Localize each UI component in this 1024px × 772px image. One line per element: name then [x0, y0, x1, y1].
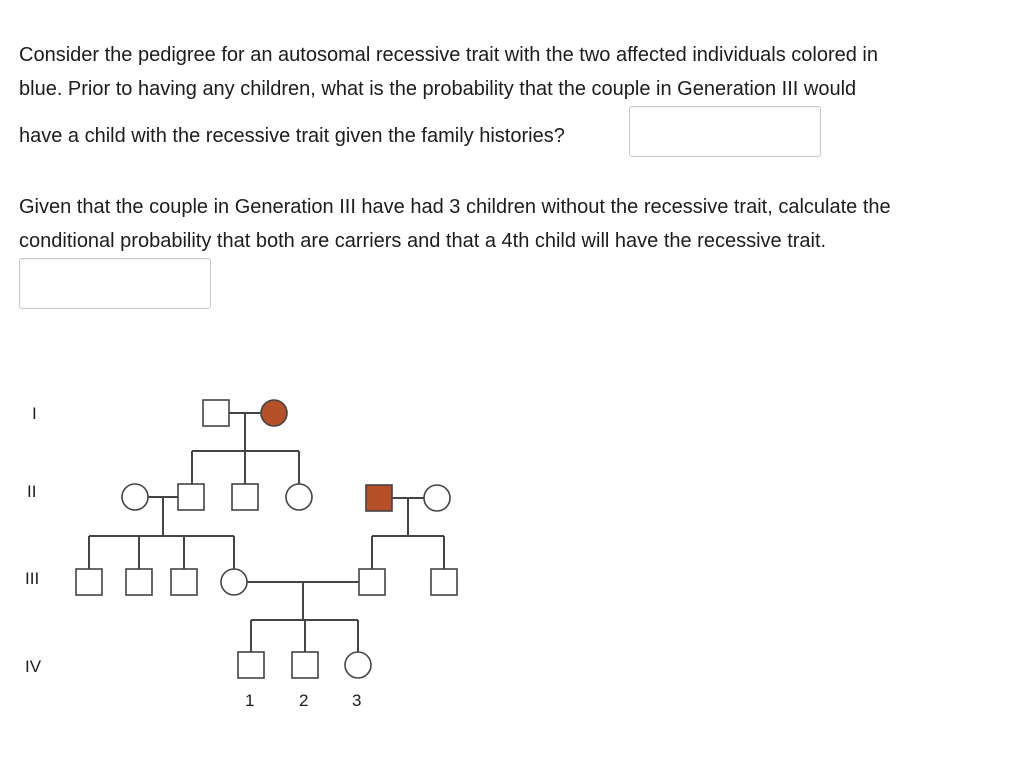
- generation-label-I: I: [32, 404, 37, 423]
- question-2-text-line-1: Given that the couple in Generation III have had 3 children without the recessive trait, calculate the: [19, 196, 891, 218]
- gen3-male-3: [171, 569, 197, 595]
- question-2-text-line-2: conditional probability that both are carriers and that a 4th child will have the recessive trait.: [19, 230, 827, 252]
- gen2-male-affected: [366, 485, 392, 511]
- question-1-text-line-2: blue. Prior to having any children, what is the probability that the couple in Generation III would: [19, 78, 857, 100]
- generation-label-II: II: [27, 482, 37, 501]
- gen3-male-1: [76, 569, 102, 595]
- generation-label-III: III: [25, 569, 40, 588]
- answer-1-input[interactable]: [629, 106, 821, 157]
- gen4-child-2-male: [292, 652, 318, 678]
- gen3-male-sibling: [431, 569, 457, 595]
- answer-2-input[interactable]: [19, 258, 211, 309]
- gen3-female-couple-mother: [221, 569, 247, 595]
- gen3-male-couple-father: [359, 569, 385, 595]
- question-1-text-line-3: have a child with the recessive trait given the family histories?: [19, 125, 565, 147]
- gen3-male-2: [126, 569, 152, 595]
- gen4-child-3-female: [345, 652, 371, 678]
- gen4-label-1: 1: [245, 691, 255, 710]
- pedigree-chart: [0, 380, 520, 720]
- gen2-female-spouse-right: [424, 485, 450, 511]
- gen1-male-unaffected: [203, 400, 229, 426]
- question-1-text-line-1: Consider the pedigree for an autosomal recessive trait with the two affected individuals colored in: [19, 44, 878, 66]
- gen4-label-3: 3: [352, 691, 362, 710]
- gen1-female-affected: [261, 400, 287, 426]
- pedigree-connection-lines: [89, 413, 444, 652]
- gen4-label-2: 2: [299, 691, 309, 710]
- gen2-male-1: [178, 484, 204, 510]
- gen2-male-2: [232, 484, 258, 510]
- generation-label-IV: IV: [25, 657, 42, 676]
- gen2-female-sibling: [286, 484, 312, 510]
- gen2-female-spouse: [122, 484, 148, 510]
- gen4-child-1-male: [238, 652, 264, 678]
- pedigree-individuals: [76, 400, 457, 678]
